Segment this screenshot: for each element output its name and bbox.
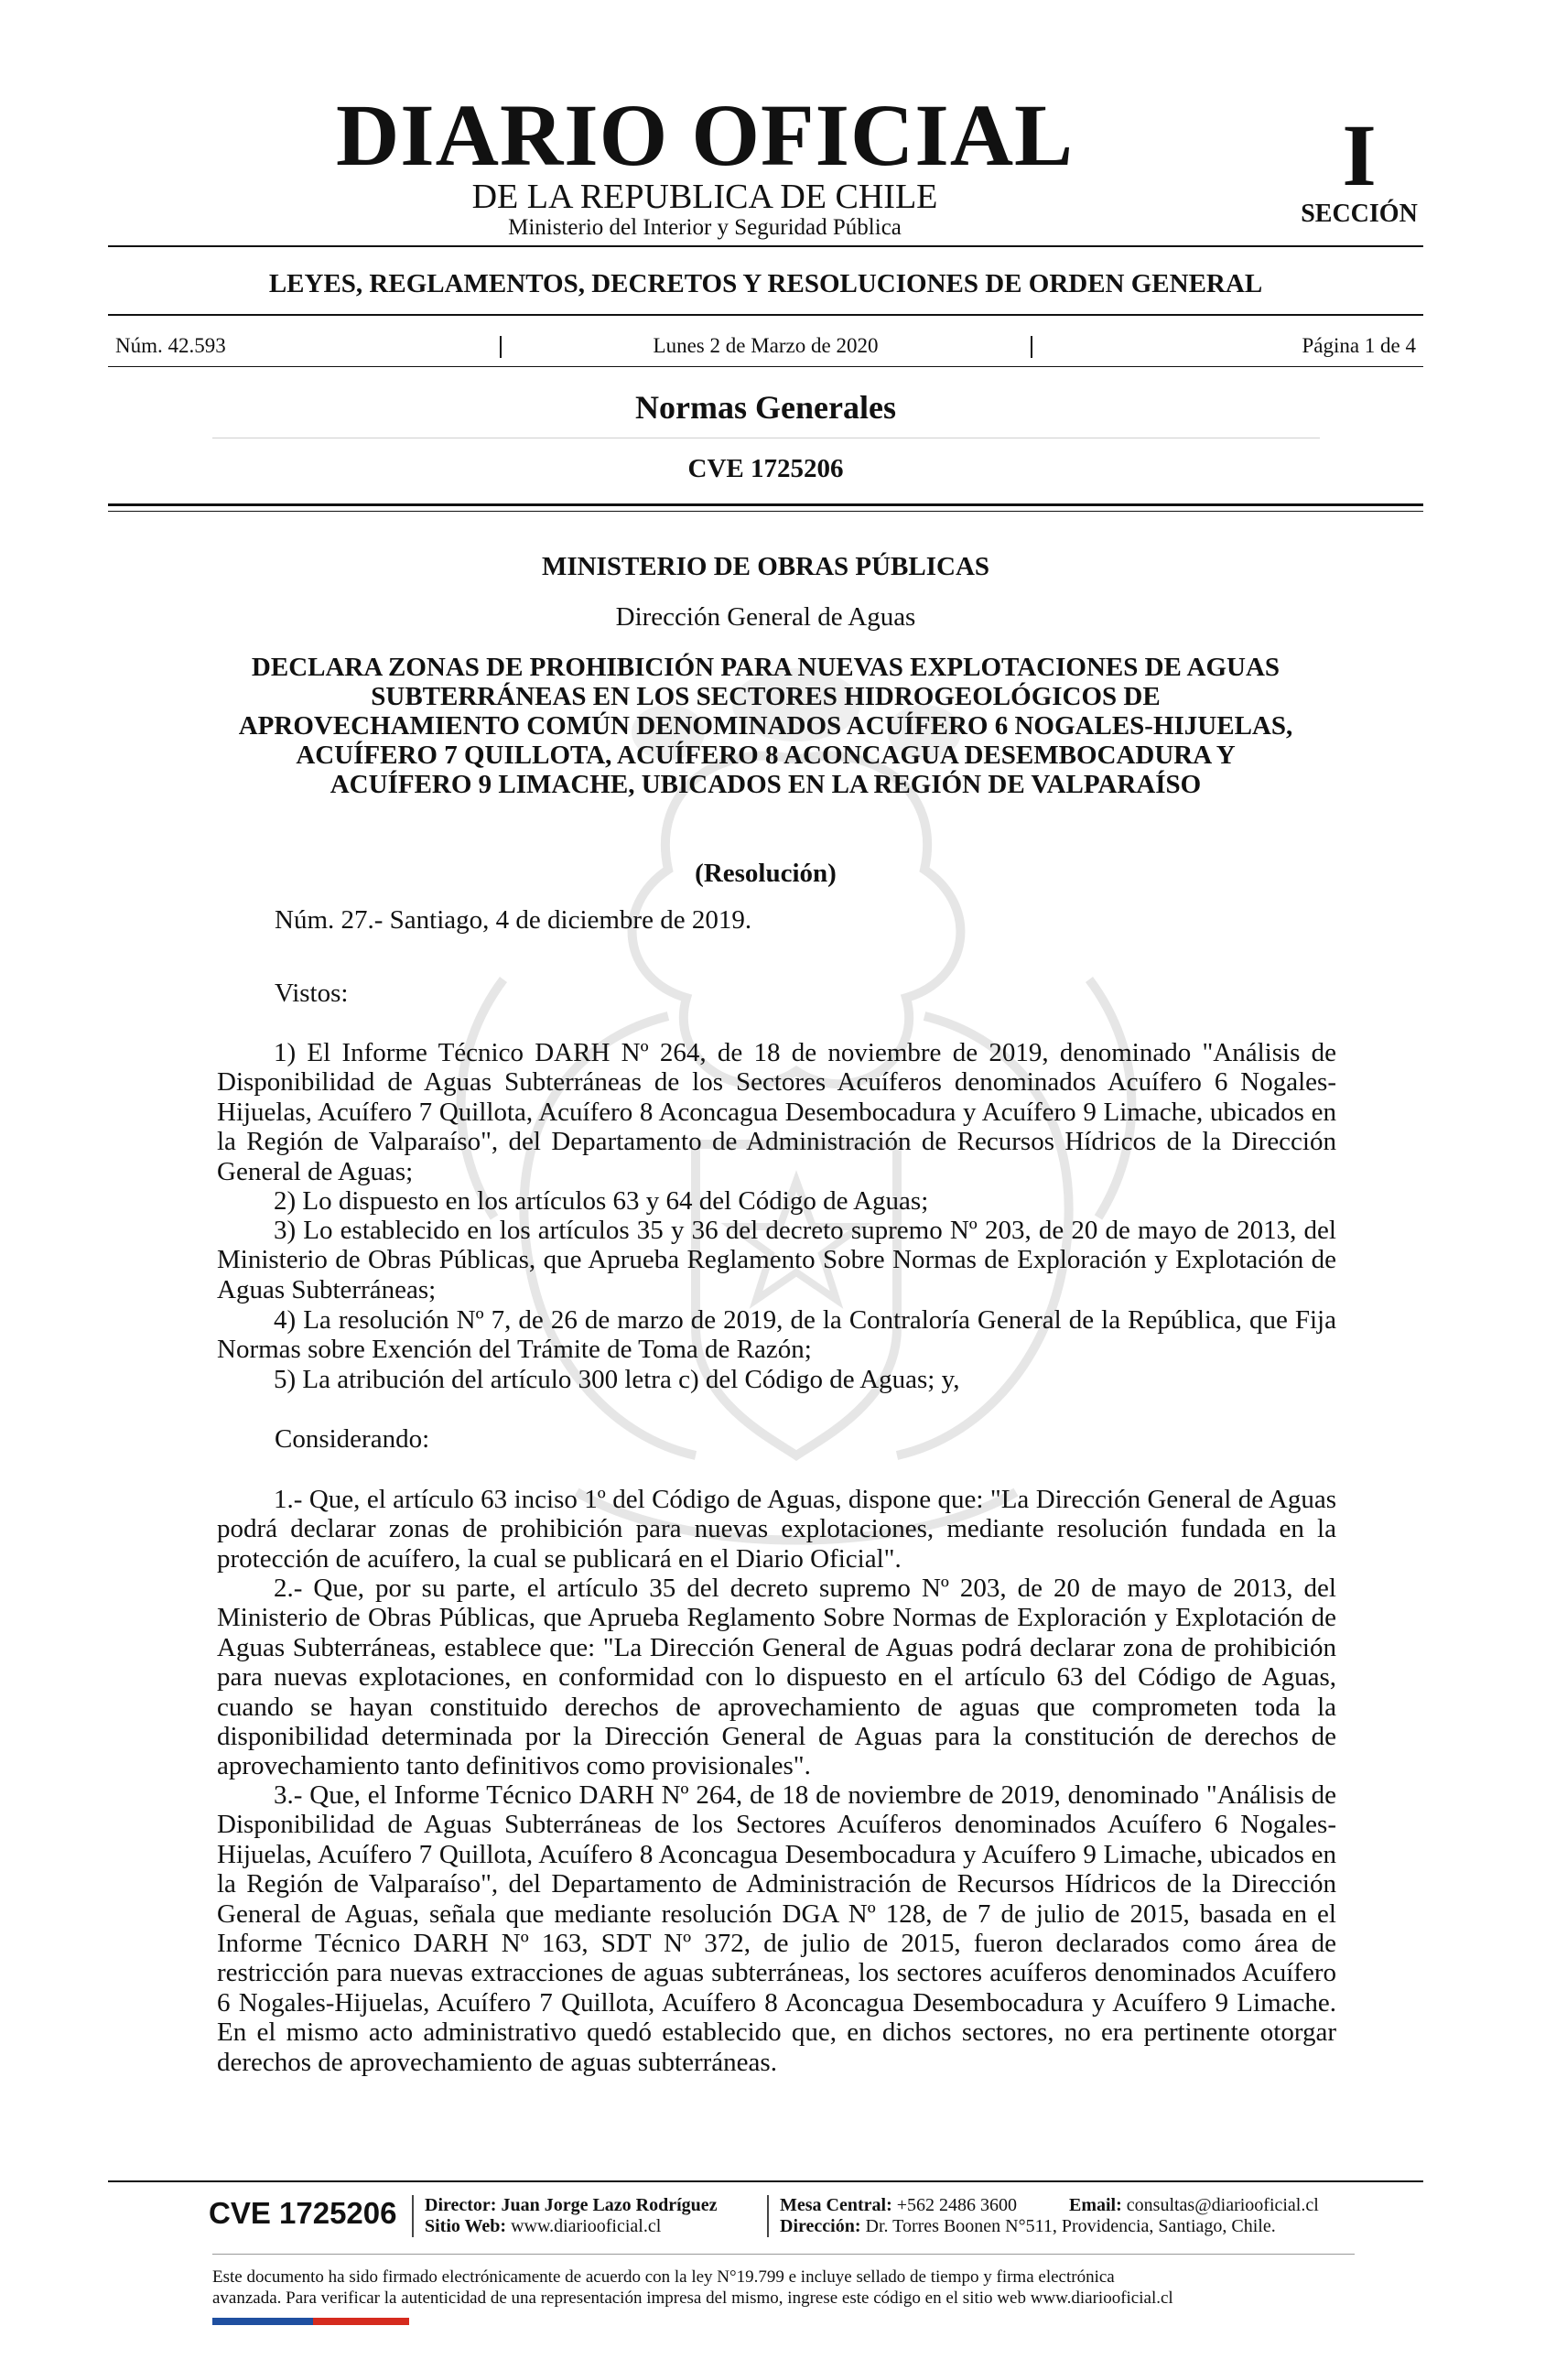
band-rule — [108, 314, 1423, 316]
newspaper-ministry: Ministerio del Interior y Seguridad Pública — [508, 215, 902, 240]
website-label: Sitio Web: — [425, 2216, 507, 2236]
phone-label: Mesa Central: — [780, 2195, 892, 2215]
footer-divider — [767, 2195, 769, 2237]
vistos-item: 3) Lo establecido en los artículos 35 y 36 del decreto supremo Nº 203, de 20 de mayo de 2013, del Ministerio de Obras Públicas, que Aprueba Reglamento Sobre Normas de Exploración y Explotación de Aguas Subterráneas; — [217, 1216, 1336, 1304]
issue-info-row — [108, 332, 1423, 360]
footer-email-line — [1069, 2195, 1319, 2216]
director-name: Juan Jorge Lazo Rodríguez — [501, 2195, 718, 2215]
footer-legal-notice — [212, 2266, 1355, 2309]
email-link[interactable]: consultas@diariooficial.cl — [1126, 2195, 1319, 2215]
considerando-item: 1.- Que, el artículo 63 inciso 1º del Código de Aguas, dispone que: "La Dirección General de Aguas podrá declarar zonas de prohibición para nuevas explotaciones, mediante resolución fundada en la protección de acuífero, la cual se publicará en el Diario Oficial". — [217, 1485, 1336, 1574]
considerando-label: Considerando: — [275, 1424, 430, 1454]
cve-rule-thin — [108, 511, 1423, 512]
cve-heading: CVE 1725206 — [687, 454, 844, 483]
page-indicator: Página 1 de 4 — [1302, 334, 1416, 357]
issuing-ministry: MINISTERIO DE OBRAS PÚBLICAS — [541, 552, 990, 581]
vistos-item: 4) La resolución Nº 7, de 26 de marzo de 2019, de la Contraloría General de la República, que Fija Normas sobre Exención del Trámite de Toma de Razón; — [217, 1305, 1336, 1365]
cve-rule-thick — [108, 503, 1423, 506]
resolution-title: DECLARA ZONAS DE PROHIBICIÓN PARA NUEVAS EXPLOTACIONES DE AGUAS SUBTERRÁNEAS EN LOS SECTORES HIDROGEOLÓGICOS DE APROVECHAMIENTO COMÚN DENOMINADOS ACUÍFERO 6 NOGALES-HIJUELAS, ACUÍFERO 7 QUILLOTA, ACUÍFERO 8 ACONCAGUA DESEMBOCADURA Y ACUÍFERO 9 LIMACHE, UBICADOS EN LA REGIÓN DE VALPARAÍSO — [238, 653, 1293, 799]
flag-stripe-red — [313, 2318, 409, 2325]
email-label: Email: — [1069, 2195, 1122, 2215]
section-label: SECCIÓN — [1301, 200, 1418, 228]
footer-director-line — [425, 2195, 718, 2216]
section-number: I — [1342, 106, 1377, 204]
masthead-rule — [108, 245, 1423, 247]
flag-stripe-blue — [212, 2318, 313, 2325]
phone-number: +562 2486 3600 — [896, 2195, 1018, 2215]
legal-line-2: avanzada. Para verificar la autenticidad de una representación impresa del mismo, ingrese este código en el sitio web www.diariooficial.cl — [212, 2288, 1173, 2308]
vistos-item: 5) La atribución del artículo 300 letra c) del Código de Aguas; y, — [274, 1365, 960, 1394]
footer-address-line — [780, 2216, 1276, 2237]
footer-phone-line — [780, 2195, 1017, 2216]
info-separator — [1031, 336, 1032, 358]
address-label: Dirección: — [780, 2216, 861, 2236]
footer-website-line — [425, 2216, 661, 2237]
footer-divider-line — [212, 2254, 1355, 2255]
document-type: (Resolución) — [695, 859, 837, 888]
issue-number: Núm. 42.593 — [115, 334, 226, 357]
newspaper-subtitle: DE LA REPUBLICA DE CHILE — [471, 178, 938, 216]
newspaper-title: DIARIO OFICIAL — [335, 86, 1075, 184]
footer-divider — [412, 2195, 414, 2237]
band-title: LEYES, REGLAMENTOS, DECRETOS Y RESOLUCIONES DE ORDEN GENERAL — [268, 269, 1263, 298]
website-link[interactable]: www.diariooficial.cl — [511, 2216, 662, 2236]
considerando-item: 2.- Que, por su parte, el artículo 35 del decreto supremo Nº 203, de 20 de mayo de 2013, del Ministerio de Obras Públicas, que Aprueba Reglamento Sobre Normas de Exploración y Explotación de Aguas Subterráneas, establece que: "La Dirección General de Aguas podrá declarar zona de prohibición para nuevas explotaciones, en conformidad con lo dispuesto en el artículo 63 del Código de Aguas, cuando se hayan constituido derechos de aprovechamiento de aguas que comprometen toda la disponibilidad determinada por la Dirección General de Aguas para la constitución de derechos de aprovechamiento tanto definitivos como provisionales". — [217, 1574, 1336, 1781]
footer-rule — [108, 2180, 1423, 2182]
vistos-item: 2) Lo dispuesto en los artículos 63 y 64 del Código de Aguas; — [274, 1186, 929, 1216]
issue-date: Lunes 2 de Marzo de 2020 — [653, 334, 879, 357]
section-heading: Normas Generales — [635, 389, 896, 426]
vistos-label: Vistos: — [275, 979, 349, 1008]
director-label: Director: — [425, 2195, 497, 2215]
considerando-item: 3.- Que, el Informe Técnico DARH Nº 264, de 18 de noviembre de 2019, denominado "Análisis de Disponibilidad de Aguas Subterráneas de los Sectores Acuíferos denominados Acuífero 6 Nogales-Hijuelas, Acuífero 7 Quillota, Acuífero 8 Aconcagua Desembocadura y Acuífero 9 Limache, ubicados en la Región de Valparaíso", del Departamento de Administración de Recursos Hídricos de la Dirección General de Aguas, señala que mediante resolución DGA Nº 128, de 7 de julio de 2015, basada en el Informe Técnico DARH Nº 163, SDT Nº 372, de julio de 2015, fueron declarados como área de restricción para nuevas extracciones de aguas subterráneas, los sectores acuíferos denominados Acuífero 6 Nogales-Hijuelas, Acuífero 7 Quillota, Acuífero 8 Aconcagua Desembocadura y Acuífero 9 Limache. En el mismo acto administrativo quedó establecido que, en dichos sectores, no era pertinente otorgar derechos de aprovechamiento de aguas subterráneas. — [217, 1780, 1336, 2077]
vistos-item: 1) El Informe Técnico DARH Nº 264, de 18 de noviembre de 2019, denominado "Análisis de Disponibilidad de Aguas Subterráneas de los Sectores Acuíferos denominados Acuífero 6 Nogales-Hijuelas, Acuífero 7 Quillota, Acuífero 8 Aconcagua Desembocadura y Acuífero 9 Limache, ubicados en la Región de Valparaíso", del Departamento de Administración de Recursos Hídricos de la Dirección General de Aguas; — [217, 1038, 1336, 1186]
legal-line-1: Este documento ha sido firmado electrónicamente de acuerdo con la ley N°19.799 e incluye sellado de tiempo y firma electrónica — [212, 2267, 1115, 2287]
resolution-number-date: Núm. 27.- Santiago, 4 de diciembre de 2019. — [275, 905, 752, 935]
footer-cve-code: CVE 1725206 — [209, 2196, 397, 2230]
info-rule — [108, 366, 1423, 367]
issuing-directorate: Dirección General de Aguas — [615, 602, 916, 632]
address-text: Dr. Torres Boonen N°511, Providencia, Santiago, Chile. — [865, 2216, 1276, 2236]
